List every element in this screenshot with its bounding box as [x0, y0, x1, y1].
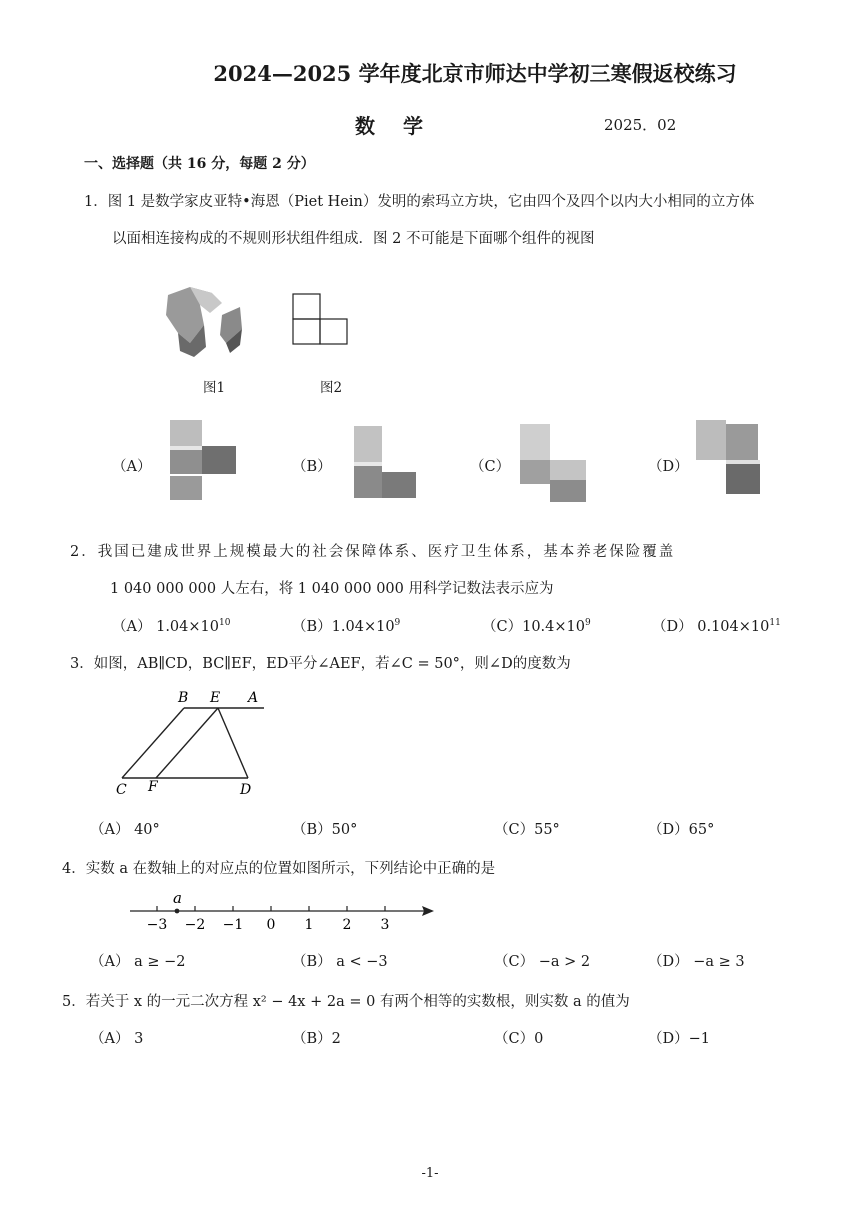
q1-option-a-blocks [168, 418, 240, 502]
fig1-caption: 图1 [203, 380, 226, 396]
q4-tick-label: 3 [380, 917, 390, 933]
q4-tick-label: −2 [184, 917, 206, 933]
q2-option-c: $(C)10.4\times 10^9$ [482, 618, 591, 635]
q3-option-a: （A） 40° [90, 822, 160, 838]
q1-option-b-label: （B） [292, 459, 332, 475]
q4-text: 4．实数 a 在数轴上的对应点的位置如图所示，下列结论中正确的是 [62, 861, 496, 877]
q4-tick-label: −1 [222, 917, 244, 933]
q3-point-a: A [248, 690, 259, 706]
q1-option-d-label: （D） [648, 459, 689, 475]
q1-option-b-blocks [350, 424, 420, 502]
q1-option-c-label: （C） [470, 459, 511, 475]
q5-option-b: （B）2 [292, 1031, 341, 1047]
q3-point-b: B [178, 690, 189, 706]
section-heading: 一、选择题（共 16 分，每题 2 分） [84, 156, 315, 172]
q2-option-a: （A） $1.04\times 10^{10}$ [112, 618, 231, 635]
subject-label: 数学 [355, 114, 451, 138]
q4-point-a-label: a [173, 889, 182, 907]
page-number: -1- [421, 1166, 439, 1181]
q5-option-a: （A） 3 [90, 1031, 144, 1047]
q4-tick-label: 1 [304, 917, 314, 933]
q4-option-d: （D） −a ≥ 3 [648, 954, 745, 970]
q4-tick-label: −3 [146, 917, 168, 933]
q3-point-d: D [240, 782, 252, 798]
q3-option-c: （C）55° [494, 822, 560, 838]
q5-option-d: （D）−1 [648, 1031, 711, 1047]
q4-tick-label: 2 [342, 917, 352, 933]
q1-option-d-blocks [692, 418, 768, 506]
q1-line1: 1．图 1 是数学家皮亚特•海恩（Piet Hein）发明的索玛立方块，它由四个及四个以内大小相同的立方体 [84, 194, 755, 210]
fig2-caption: 图2 [320, 380, 343, 396]
q1-option-c-blocks [518, 420, 590, 504]
q2-option-b: $(B)1.04\times 10^9$ [292, 618, 401, 635]
q3-point-c: C [116, 782, 127, 798]
q4-number-line [130, 885, 440, 935]
q4-tick-label: 0 [266, 917, 276, 933]
q1-option-a-label: （A） [112, 459, 152, 475]
view-outline-figure [292, 293, 348, 345]
soma-cube-figure [160, 285, 245, 360]
q1-line2: 以面相连接构成的不规则形状组件组成．图 2 不可能是下面哪个组件的视图 [112, 231, 595, 247]
q3-point-f: F [148, 779, 158, 795]
q2-line2: 1 040 000 000 人左右，将 1 040 000 000 用科学记数法表示应为 [110, 581, 554, 597]
q4-option-b: （B） a < −3 [292, 954, 388, 970]
q5-text: 5．若关于 x 的一元二次方程 x² − 4x + 2a = 0 有两个相等的实数根，则实数 a 的值为 [62, 994, 630, 1010]
q4-option-c: （C） −a > 2 [494, 954, 591, 970]
q3-point-e: E [210, 690, 221, 706]
q2-option-d: （D） $0.104\times 10^{11}$ [652, 618, 781, 635]
q4-point-a-dot [175, 909, 180, 914]
q4-option-a: （A） a ≥ −2 [90, 954, 186, 970]
q3-geometry-figure [112, 690, 272, 802]
q2-line1: 2．我国已建成世界上规模最大的社会保障体系、医疗卫生体系，基本养老保险覆盖 [70, 544, 676, 560]
q3-option-b: （B）50° [292, 822, 358, 838]
q3-option-d: （D）65° [648, 822, 715, 838]
exam-title: 2024—2025 学年度北京市师达中学初三寒假返校练习 [213, 61, 737, 86]
exam-date: 2025．02 [604, 116, 677, 134]
q3-text: 3．如图，AB∥CD，BC∥EF，ED平分∠AEF，若∠C = 50°，则∠D的度数为 [70, 656, 571, 672]
q5-option-c: （C）0 [494, 1031, 544, 1047]
